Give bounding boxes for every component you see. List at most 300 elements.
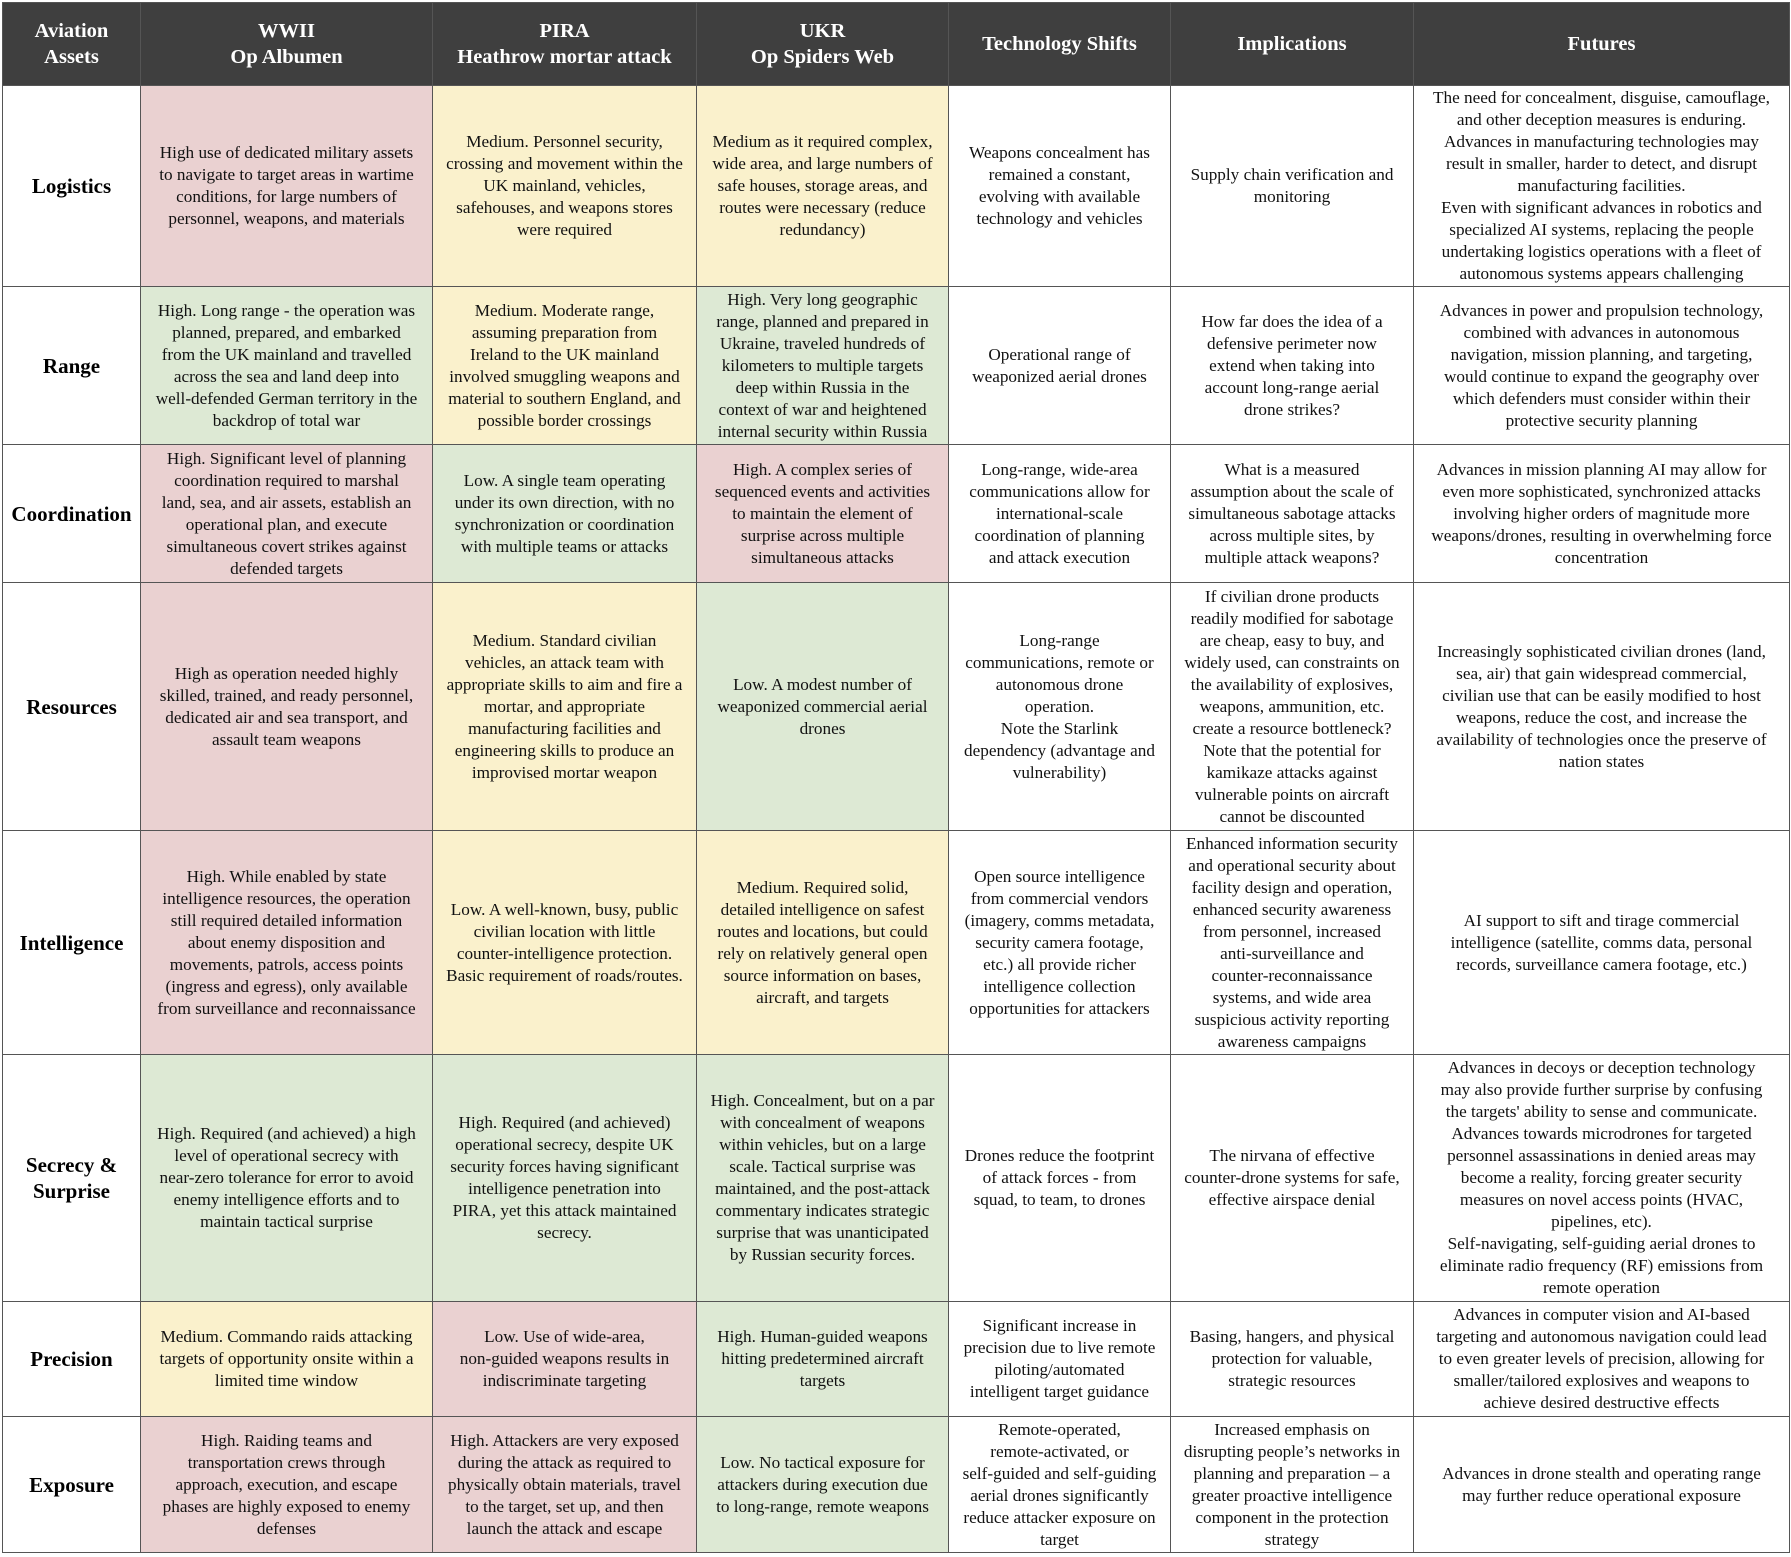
column-header-line: Technology Shifts bbox=[982, 33, 1137, 55]
cell-intelligence-impl bbox=[1171, 831, 1414, 1055]
cell-resources-tech bbox=[949, 583, 1171, 831]
column-header-line: Op Albumen bbox=[230, 46, 343, 68]
cell-text-line: navigation, mission planning, and targeting, bbox=[1450, 344, 1753, 364]
cell-text-line: Even with significant advances in robotics and bbox=[1441, 198, 1762, 217]
column-header-tech bbox=[949, 3, 1171, 86]
cell-text-line: concentration bbox=[1554, 547, 1649, 567]
cell-text-line: planned, prepared, and embarked bbox=[172, 322, 401, 342]
cell-text-line: Low. No tactical exposure for bbox=[720, 1452, 925, 1472]
cell-text-line: targets of opportunity onsite within a bbox=[159, 1349, 414, 1368]
cell-secrecy-ukr bbox=[697, 1055, 949, 1302]
cell-text-line: about enemy disposition and bbox=[187, 932, 386, 952]
column-header-wwii bbox=[141, 3, 433, 86]
row-label-precision bbox=[3, 1302, 141, 1417]
cell-text-line: attackers during execution due bbox=[717, 1474, 928, 1494]
column-header-line: Implications bbox=[1237, 33, 1347, 55]
cell-text-line: source information on bases, bbox=[723, 965, 922, 985]
cell-text-line: Medium. Moderate range, bbox=[474, 300, 655, 320]
cell-text-line: range, planned and prepared in bbox=[716, 311, 929, 331]
cell-text-line: level of operational secrecy with bbox=[174, 1146, 399, 1165]
cell-text-line: intelligence (satellite, comms data, personal bbox=[1450, 932, 1753, 952]
cell-text-line: safe houses, storage areas, and bbox=[717, 176, 928, 195]
cell-text-line: Low. A well-known, busy, public bbox=[450, 899, 679, 919]
cell-range-ukr bbox=[697, 287, 949, 445]
cell-range-fut bbox=[1414, 287, 1790, 445]
row-label-resources bbox=[3, 583, 141, 831]
cell-text-line: High. Human-guided weapons bbox=[717, 1327, 928, 1346]
cell-precision-impl bbox=[1171, 1302, 1414, 1417]
cell-text-line: improvised mortar weapon bbox=[471, 762, 658, 782]
cell-text-line: the targets' ability to sense and communicate. bbox=[1445, 1102, 1758, 1121]
cell-text-line: Advances in drone stealth and operating range bbox=[1442, 1463, 1761, 1483]
cell-secrecy-tech bbox=[949, 1055, 1171, 1302]
cell-text-line: skilled, trained, and ready personnel, bbox=[159, 685, 414, 705]
cell-text-line: vulnerable points on aircraft bbox=[1194, 784, 1390, 804]
cell-text-line: secrecy. bbox=[537, 1223, 592, 1242]
cell-logistics-impl bbox=[1171, 86, 1414, 287]
cell-text-line: Long-range, wide-area bbox=[981, 459, 1138, 479]
column-header-line: PIRA bbox=[539, 20, 590, 42]
cell-secrecy-wwii bbox=[141, 1055, 433, 1302]
cell-coordination-impl bbox=[1171, 445, 1414, 583]
row-label-line: Surprise bbox=[32, 1179, 110, 1203]
cell-text-line: High. A complex series of bbox=[732, 459, 912, 479]
cell-text-line: aircraft, and targets bbox=[756, 987, 889, 1007]
cell-text-line: remained a constant, bbox=[988, 165, 1131, 184]
cell-text-line: rely on relatively general open bbox=[717, 943, 928, 963]
row-label-line: Range bbox=[42, 353, 101, 378]
cell-text-line: maintained, and the post-attack bbox=[715, 1179, 930, 1198]
cell-text-line: achieve desired destructive effects bbox=[1483, 1393, 1720, 1412]
cell-text-line: remote operation bbox=[1543, 1278, 1660, 1297]
table-body bbox=[3, 86, 1790, 1553]
cell-text-line: self-guided and self-guiding bbox=[962, 1463, 1157, 1483]
cell-text-line: with concealment of weapons bbox=[720, 1113, 925, 1132]
cell-text-line: kilometers to multiple targets bbox=[721, 355, 924, 375]
cell-text-line: disrupting people’s networks in bbox=[1183, 1441, 1401, 1461]
cell-text-line: combined with advances in autonomous bbox=[1463, 322, 1740, 342]
cell-text-line: assault team weapons bbox=[212, 729, 361, 749]
cell-text-line: operation. bbox=[1024, 696, 1095, 716]
cell-text-line: launch the attack and escape bbox=[466, 1518, 663, 1538]
cell-text-line: aerial drones significantly bbox=[970, 1485, 1149, 1505]
cell-text-line: personnel, weapons, and materials bbox=[168, 209, 405, 228]
cell-logistics-fut bbox=[1414, 86, 1790, 287]
cell-precision-pira bbox=[433, 1302, 697, 1417]
cell-text-line: Drones reduce the footprint bbox=[964, 1146, 1155, 1165]
cell-text-line: sea, air) that gain widespread commercial, bbox=[1456, 663, 1747, 683]
cell-text-line: movements, patrols, access points bbox=[169, 954, 404, 974]
cell-text-line: facility design and operation, bbox=[1191, 877, 1393, 897]
cell-text-line: crossing and movement within the bbox=[446, 154, 683, 173]
cell-text-line: to long-range, remote weapons bbox=[716, 1496, 929, 1516]
cell-text-line: measures on novel access points (HVAC, bbox=[1459, 1190, 1744, 1209]
cell-text-line: evolving with available bbox=[978, 187, 1141, 206]
column-header-line: UKR bbox=[799, 20, 846, 42]
cell-text-line: remote-activated, or bbox=[990, 1441, 1129, 1461]
cell-text-line: civilian location with little bbox=[473, 921, 656, 941]
cell-text-line: defenses bbox=[256, 1518, 317, 1538]
cell-coordination-wwii bbox=[141, 445, 433, 583]
row-label-line: Secrecy & bbox=[25, 1153, 118, 1177]
cell-text-line: Low. A single team operating bbox=[463, 470, 666, 490]
cell-intelligence-ukr bbox=[697, 831, 949, 1055]
table-row-resources bbox=[3, 583, 1790, 831]
cell-text-line: counter-drone systems for safe, bbox=[1184, 1168, 1400, 1187]
cell-text-line: counter-intelligence protection. bbox=[456, 943, 673, 963]
cell-text-line: possible border crossings bbox=[477, 410, 652, 430]
cell-text-line: from surveillance and reconnaissance bbox=[157, 998, 416, 1018]
cell-text-line: internal security within Russia bbox=[717, 421, 928, 441]
cell-text-line: The nirvana of effective bbox=[1209, 1146, 1375, 1165]
cell-precision-fut bbox=[1414, 1302, 1790, 1417]
cell-text-line: security camera footage, bbox=[975, 932, 1144, 952]
cell-text-line: intelligence resources, the operation bbox=[162, 888, 411, 908]
cell-text-line: The need for concealment, disguise, camouflage, bbox=[1433, 88, 1770, 107]
cell-text-line: within vehicles, but on a large bbox=[719, 1135, 926, 1154]
cell-text-line: security forces having significant bbox=[450, 1157, 679, 1176]
cell-text-line: and other deception measures is enduring. bbox=[1456, 110, 1747, 129]
cell-text-line: create a resource bottleneck? bbox=[1192, 718, 1392, 738]
cell-text-line: Medium. Required solid, bbox=[736, 877, 909, 897]
cell-text-line: communications, remote or bbox=[965, 652, 1154, 672]
cell-exposure-pira bbox=[433, 1417, 697, 1553]
cell-text-line: monitoring bbox=[1253, 187, 1331, 206]
cell-text-line: Advances in power and propulsion technology, bbox=[1439, 300, 1764, 320]
cell-text-line: transportation crews through bbox=[187, 1452, 386, 1472]
cell-text-line: Operational range of bbox=[988, 344, 1131, 364]
cell-text-line: surprise across multiple bbox=[740, 525, 905, 545]
cell-text-line: UK mainland, vehicles, bbox=[483, 176, 646, 195]
column-header-line: WWII bbox=[258, 20, 315, 42]
cell-text-line: to the target, set up, and then bbox=[465, 1496, 664, 1516]
cell-text-line: Medium. Standard civilian bbox=[472, 630, 657, 650]
cell-text-line: deep within Russia in the bbox=[735, 377, 910, 397]
cell-text-line: protective security planning bbox=[1505, 410, 1698, 430]
cell-text-line: Significant increase in bbox=[982, 1316, 1137, 1335]
cell-text-line: High. Raiding teams and bbox=[201, 1430, 372, 1450]
cell-text-line: Ireland to the UK mainland bbox=[469, 344, 659, 364]
cell-text-line: squad, to team, to drones bbox=[973, 1190, 1146, 1209]
cell-text-line: become a reality, forcing greater security bbox=[1460, 1168, 1743, 1187]
cell-text-line: specialized AI systems, replacing the people bbox=[1449, 220, 1754, 239]
cell-text-line: coordination required to marshal bbox=[174, 470, 399, 490]
cell-text-line: sequenced events and activities bbox=[714, 481, 931, 501]
cell-text-line: effective airspace denial bbox=[1208, 1190, 1376, 1209]
cell-text-line: autonomous systems appears challenging bbox=[1459, 264, 1744, 283]
cell-text-line: scale. Tactical surprise was bbox=[729, 1157, 916, 1176]
cell-text-line: extend when taking into bbox=[1209, 355, 1375, 375]
column-header-line: Heathrow mortar attack bbox=[457, 46, 672, 68]
cell-text-line: synchronization or coordination bbox=[454, 514, 675, 534]
cell-resources-fut bbox=[1414, 583, 1790, 831]
cell-text-line: pipelines, etc). bbox=[1551, 1212, 1652, 1231]
cell-text-line: vehicles, an attack team with bbox=[464, 652, 664, 672]
cell-coordination-pira bbox=[433, 445, 697, 583]
cell-text-line: Remote-operated, bbox=[998, 1419, 1121, 1439]
cell-text-line: What is a measured bbox=[1224, 459, 1360, 479]
cell-text-line: High. Very long geographic bbox=[727, 289, 918, 309]
row-label-range bbox=[3, 287, 141, 445]
cell-text-line: High. Required (and achieved) a high bbox=[157, 1124, 416, 1143]
cell-text-line: PIRA, yet this attack maintained bbox=[452, 1201, 677, 1220]
cell-text-line: piloting/automated bbox=[994, 1360, 1125, 1379]
cell-text-line: from the UK mainland and travelled bbox=[161, 344, 412, 364]
cell-text-line: smaller/tailored explosives and weapons to bbox=[1453, 1371, 1750, 1390]
cell-text-line: near-zero tolerance for error to avoid bbox=[159, 1168, 414, 1187]
cell-text-line: defended targets bbox=[230, 558, 343, 578]
cell-text-line: target bbox=[1040, 1529, 1079, 1549]
cell-text-line: during the attack as required to bbox=[457, 1452, 672, 1472]
cell-text-line: targets bbox=[799, 1371, 846, 1390]
cell-text-line: conditions, for large numbers of bbox=[176, 187, 397, 206]
cell-text-line: Note the Starlink bbox=[1000, 718, 1119, 738]
table-row-coordination bbox=[3, 445, 1790, 583]
cell-text-line: intelligence penetration into bbox=[468, 1179, 661, 1198]
cell-text-line: Medium. Personnel security, bbox=[466, 132, 663, 151]
cell-exposure-tech bbox=[949, 1417, 1171, 1553]
cell-text-line: cannot be discounted bbox=[1219, 806, 1365, 826]
cell-logistics-pira bbox=[433, 86, 697, 287]
table-row-logistics bbox=[3, 86, 1790, 287]
cell-text-line: weaponized aerial drones bbox=[972, 366, 1147, 386]
cell-text-line: context of war and heightened bbox=[718, 399, 927, 419]
cell-text-line: Medium as it required complex, bbox=[712, 132, 933, 151]
cell-text-line: Low. A modest number of bbox=[733, 674, 912, 694]
cell-text-line: from commercial vendors bbox=[970, 888, 1149, 908]
header-row bbox=[3, 3, 1790, 86]
cell-text-line: High. Attackers are very exposed bbox=[450, 1430, 679, 1450]
cell-text-line: across the sea and land deep into bbox=[173, 366, 400, 386]
cell-text-line: and attack execution bbox=[988, 547, 1131, 567]
cell-exposure-fut bbox=[1414, 1417, 1790, 1553]
cell-text-line: protection for valuable, bbox=[1211, 1349, 1373, 1368]
cell-text-line: Medium. Commando raids attacking bbox=[160, 1327, 413, 1346]
cell-text-line: Advances in decoys or deception technology bbox=[1447, 1058, 1756, 1077]
cell-text-line: enhanced security awareness bbox=[1192, 899, 1392, 919]
cell-text-line: High. While enabled by state bbox=[186, 866, 387, 886]
cell-text-line: defensive perimeter now bbox=[1207, 333, 1377, 353]
cell-text-line: undertaking logistics operations with a fleet of bbox=[1441, 242, 1762, 261]
cell-text-line: Self-navigating, self-guiding aerial drones to bbox=[1447, 1234, 1756, 1253]
cell-text-line: and operational security about bbox=[1188, 855, 1396, 875]
cell-text-line: material to southern England, and bbox=[448, 388, 681, 408]
cell-text-line: weapons, reduce the cost, and increase the bbox=[1455, 707, 1748, 727]
cell-text-line: indiscriminate targeting bbox=[482, 1371, 647, 1390]
table-row-range bbox=[3, 287, 1790, 445]
table-header bbox=[3, 3, 1790, 86]
column-header-impl bbox=[1171, 3, 1414, 86]
column-header-ukr bbox=[697, 3, 949, 86]
cell-coordination-ukr bbox=[697, 445, 949, 583]
row-label-logistics bbox=[3, 86, 141, 287]
cell-exposure-ukr bbox=[697, 1417, 949, 1553]
cell-logistics-tech bbox=[949, 86, 1171, 287]
cell-text-line: greater proactive intelligence bbox=[1191, 1485, 1393, 1505]
cell-text-line: involved smuggling weapons and bbox=[449, 366, 680, 386]
cell-text-line: Note that the potential for bbox=[1203, 740, 1381, 760]
cell-text-line: routes and locations, but could bbox=[717, 921, 928, 941]
cell-text-line: strategic resources bbox=[1228, 1371, 1356, 1390]
cell-text-line: involving higher orders of magnitude more bbox=[1453, 503, 1750, 523]
cell-text-line: assuming preparation from bbox=[471, 322, 658, 342]
cell-text-line: manufacturing facilities and bbox=[468, 718, 661, 738]
cell-text-line: mortar, and appropriate bbox=[483, 696, 646, 716]
column-header-line: Op Spiders Web bbox=[750, 46, 895, 68]
cell-text-line: targeting and autonomous navigation could lead bbox=[1436, 1327, 1767, 1346]
cell-text-line: communications allow for bbox=[969, 481, 1150, 501]
cell-text-line: operational secrecy, despite UK bbox=[455, 1135, 674, 1154]
cell-text-line: civilian use that can be easily modified to host bbox=[1442, 685, 1761, 705]
cell-text-line: Basic requirement of roads/routes. bbox=[446, 965, 683, 985]
cell-intelligence-tech bbox=[949, 831, 1171, 1055]
cell-text-line: High use of dedicated military assets bbox=[159, 143, 414, 162]
cell-resources-wwii bbox=[141, 583, 433, 831]
cell-text-line: nation states bbox=[1558, 751, 1645, 771]
cell-text-line: surprise that was unanticipated bbox=[716, 1223, 929, 1242]
cell-text-line: even more sophisticated, synchronized attacks bbox=[1442, 481, 1761, 501]
cell-resources-ukr bbox=[697, 583, 949, 831]
cell-text-line: (imagery, comms metadata, bbox=[964, 910, 1155, 930]
cell-text-line: intelligent target guidance bbox=[969, 1382, 1150, 1401]
cell-text-line: simultaneous sabotage attacks bbox=[1188, 503, 1396, 523]
cell-text-line: (ingress and egress), only available bbox=[165, 976, 408, 996]
cell-text-line: multiple attack weapons? bbox=[1204, 547, 1380, 567]
cell-text-line: may further reduce operational exposure bbox=[1462, 1485, 1741, 1505]
cell-text-line: backdrop of total war bbox=[212, 410, 361, 430]
cell-text-line: operational plan, and execute bbox=[185, 514, 388, 534]
cell-text-line: enemy intelligence efforts and to bbox=[173, 1190, 400, 1209]
cell-text-line: counter-reconnaissance bbox=[1211, 965, 1373, 985]
cell-text-line: High. Concealment, but on a par bbox=[710, 1091, 935, 1110]
cell-text-line: manufacturing facilities. bbox=[1517, 176, 1686, 195]
cell-text-line: to even greater levels of precision, allowing for bbox=[1438, 1349, 1765, 1368]
column-header-line: Futures bbox=[1567, 33, 1636, 55]
cell-logistics-wwii bbox=[141, 86, 433, 287]
cell-text-line: widely used, can constraints on bbox=[1184, 652, 1400, 672]
cell-precision-wwii bbox=[141, 1302, 433, 1417]
cell-text-line: result in smaller, harder to detect, and disrupt bbox=[1446, 154, 1757, 173]
cell-text-line: AI support to sift and tirage commercial bbox=[1463, 910, 1740, 930]
cell-text-line: drone strikes? bbox=[1244, 399, 1340, 419]
row-label-line: Exposure bbox=[29, 1472, 114, 1497]
cell-text-line: Supply chain verification and bbox=[1190, 165, 1394, 184]
row-label-coordination bbox=[3, 445, 141, 583]
cell-text-line: Basing, hangers, and physical bbox=[1189, 1327, 1395, 1346]
cell-text-line: Increased emphasis on bbox=[1214, 1419, 1370, 1439]
cell-text-line: approach, execution, and escape bbox=[175, 1474, 398, 1494]
cell-exposure-wwii bbox=[141, 1417, 433, 1553]
cell-text-line: commentary indicates strategic bbox=[715, 1201, 930, 1220]
cell-text-line: Long-range bbox=[1019, 630, 1100, 650]
cell-text-line: non-guided weapons results in bbox=[459, 1349, 670, 1368]
cell-text-line: intelligence collection bbox=[983, 976, 1136, 996]
cell-text-line: assumption about the scale of bbox=[1190, 481, 1394, 501]
row-label-line: Precision bbox=[30, 1347, 113, 1371]
cell-logistics-ukr bbox=[697, 86, 949, 287]
cell-text-line: component in the protection bbox=[1195, 1507, 1389, 1527]
cell-text-line: land, sea, and air assets, establish an bbox=[161, 492, 412, 512]
cell-text-line: Increasingly sophisticated civilian drones (land, bbox=[1437, 641, 1766, 661]
cell-text-line: eliminate radio frequency (RF) emissions from bbox=[1439, 1256, 1764, 1275]
table-row-secrecy bbox=[3, 1055, 1790, 1302]
cell-text-line: across multiple sites, by bbox=[1209, 525, 1375, 545]
cell-text-line: Low. Use of wide-area, bbox=[484, 1327, 645, 1346]
cell-text-line: of attack forces - from bbox=[982, 1168, 1137, 1187]
cell-text-line: Open source intelligence bbox=[974, 866, 1145, 886]
cell-text-line: weapons, ammunition, etc. bbox=[1199, 696, 1385, 716]
cell-range-pira bbox=[433, 287, 697, 445]
cell-range-tech bbox=[949, 287, 1171, 445]
table-row-precision bbox=[3, 1302, 1790, 1417]
cell-text-line: Ukraine, traveled hundreds of bbox=[719, 333, 926, 353]
cell-text-line: planning and preparation – a bbox=[1193, 1463, 1391, 1483]
cell-precision-ukr bbox=[697, 1302, 949, 1417]
cell-text-line: availability of technologies once the preserve of bbox=[1436, 729, 1767, 749]
cell-text-line: still required detailed information bbox=[170, 910, 403, 930]
cell-text-line: coordination of planning bbox=[974, 525, 1145, 545]
cell-text-line: Advances towards microdrones for targeted bbox=[1451, 1124, 1752, 1143]
cell-text-line: the availability of explosives, bbox=[1190, 674, 1394, 694]
cell-text-line: If civilian drone products bbox=[1204, 586, 1380, 606]
cell-text-line: Advances in manufacturing technologies may bbox=[1443, 132, 1759, 151]
column-header-asset bbox=[3, 3, 141, 86]
cell-text-line: Enhanced information security bbox=[1186, 833, 1398, 853]
cell-text-line: routes were necessary (reduce bbox=[719, 198, 926, 217]
cell-text-line: drones bbox=[799, 718, 846, 738]
cell-text-line: Advances in mission planning AI may allow for bbox=[1436, 459, 1767, 479]
cell-text-line: dedicated air and sea transport, and bbox=[165, 707, 408, 727]
cell-text-line: hitting predetermined aircraft bbox=[721, 1349, 924, 1368]
cell-text-line: High. Long range - the operation was bbox=[157, 300, 416, 320]
cell-resources-pira bbox=[433, 583, 697, 831]
cell-text-line: account long-range aerial bbox=[1204, 377, 1380, 397]
cell-coordination-fut bbox=[1414, 445, 1790, 583]
cell-text-line: maintain tactical surprise bbox=[200, 1212, 373, 1231]
cell-text-line: engineering skills to produce an bbox=[454, 740, 675, 760]
cell-text-line: international-scale bbox=[996, 503, 1123, 523]
cell-text-line: systems, and wide area bbox=[1212, 987, 1372, 1007]
cell-text-line: Weapons concealment has bbox=[969, 143, 1150, 162]
cell-resources-impl bbox=[1171, 583, 1414, 831]
row-label-line: Coordination bbox=[11, 501, 132, 526]
cell-coordination-tech bbox=[949, 445, 1171, 583]
cell-text-line: appropriate skills to aim and fire a bbox=[446, 674, 683, 694]
cell-range-wwii bbox=[141, 287, 433, 445]
cell-text-line: weaponized commercial aerial bbox=[717, 696, 928, 716]
cell-text-line: reduce attacker exposure on bbox=[963, 1507, 1156, 1527]
cell-text-line: redundancy) bbox=[779, 220, 866, 239]
cell-text-line: weapons/drones, resulting in overwhelming force bbox=[1431, 525, 1772, 545]
cell-text-line: may also provide further surprise by confusing bbox=[1440, 1080, 1763, 1099]
column-header-pira bbox=[433, 3, 697, 86]
cell-text-line: strategy bbox=[1264, 1529, 1320, 1549]
cell-text-line: awareness campaigns bbox=[1217, 1031, 1367, 1051]
cell-precision-tech bbox=[949, 1302, 1171, 1417]
column-header-line: Aviation bbox=[34, 20, 109, 42]
cell-text-line: dependency (advantage and bbox=[964, 740, 1155, 760]
cell-text-line: personnel assassinations in denied areas may bbox=[1447, 1146, 1756, 1165]
cell-text-line: under its own direction, with no bbox=[454, 492, 675, 512]
row-label-intelligence bbox=[3, 831, 141, 1055]
cell-text-line: High. Required (and achieved) bbox=[458, 1113, 671, 1132]
cell-text-line: technology and vehicles bbox=[976, 209, 1143, 228]
cell-text-line: well-defended German territory in the bbox=[155, 388, 418, 408]
cell-text-line: High as operation needed highly bbox=[174, 663, 399, 683]
cell-text-line: opportunities for attackers bbox=[969, 998, 1150, 1018]
column-header-fut bbox=[1414, 3, 1790, 86]
cell-text-line: records, surveillance camera footage, etc.) bbox=[1456, 954, 1747, 974]
